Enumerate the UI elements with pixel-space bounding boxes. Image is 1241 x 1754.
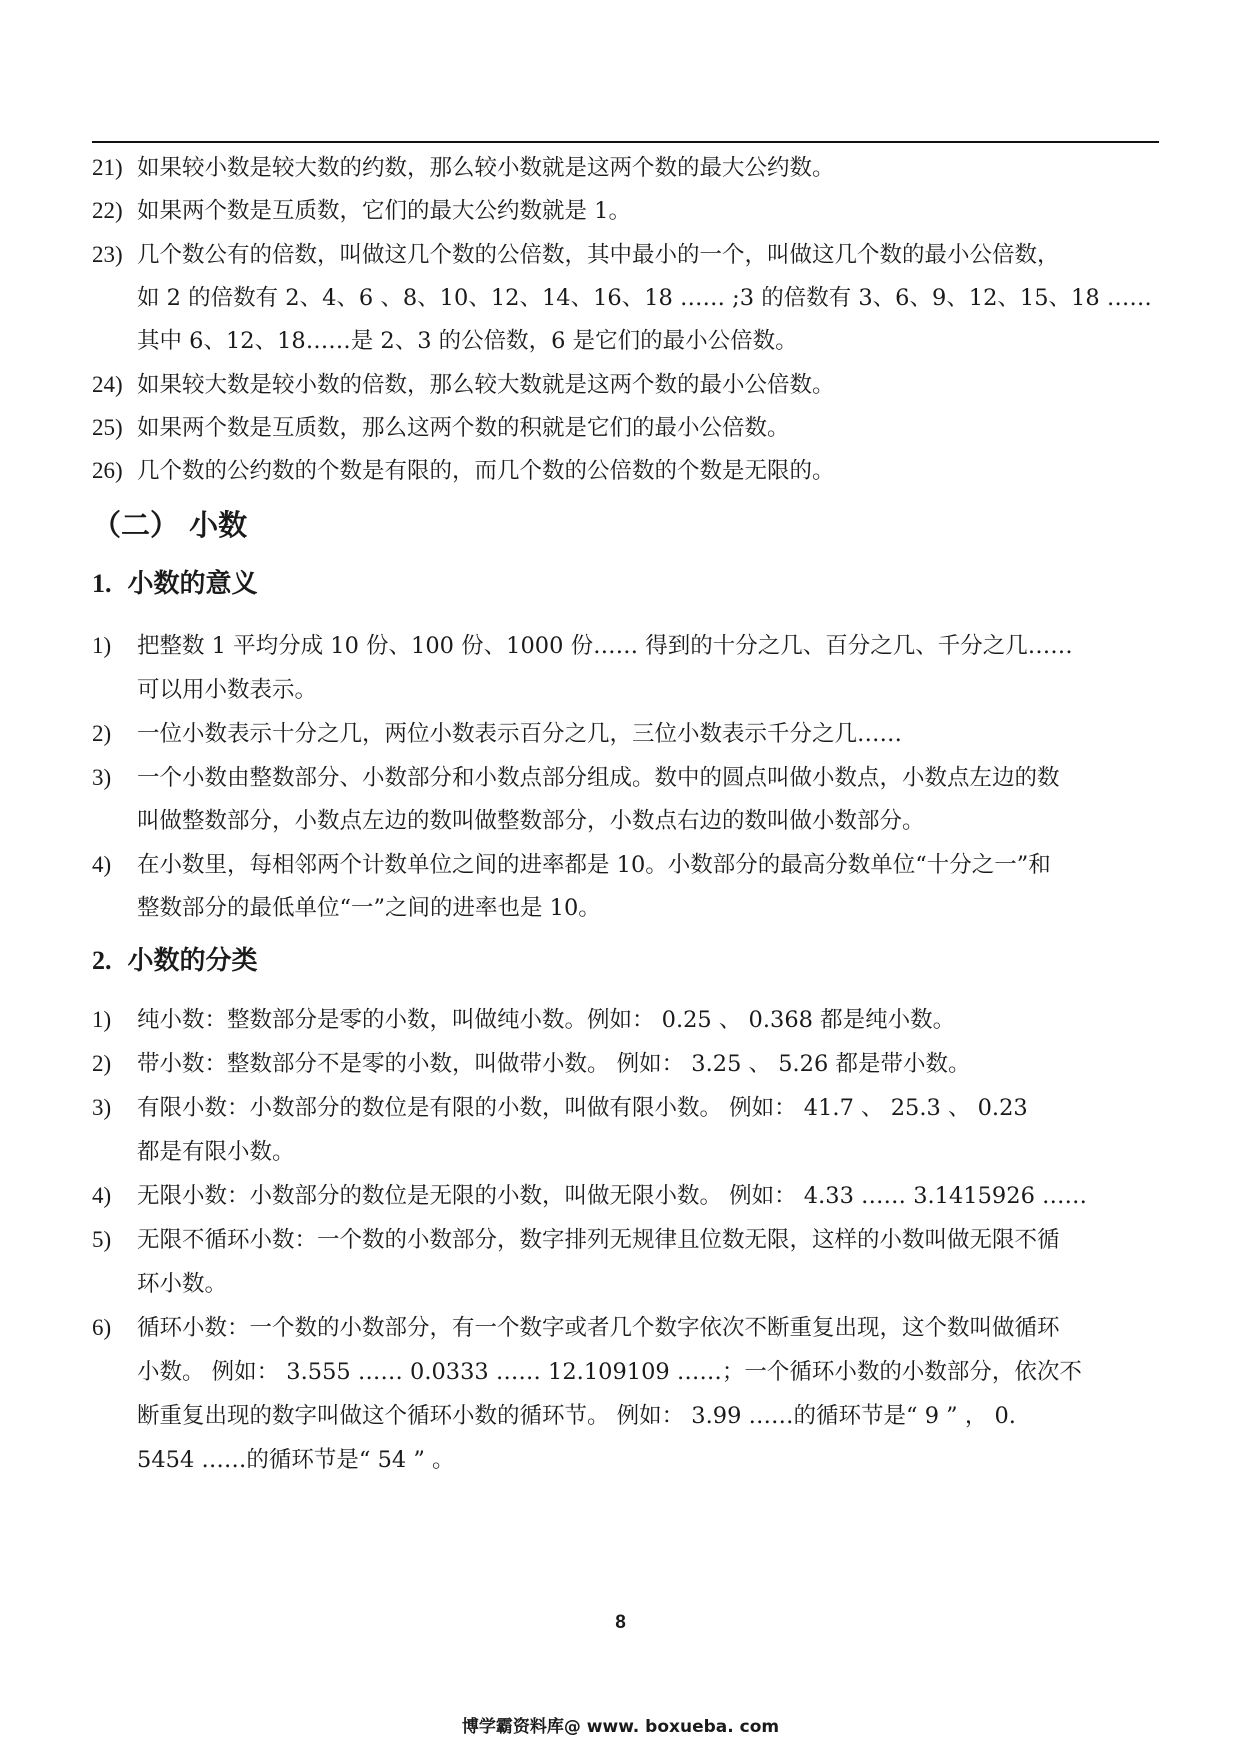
subsection-title-meaning: 1. 小数的意义	[92, 569, 258, 599]
list-item: 23) 几个数公有的倍数，叫做这几个数的公倍数，其中最小的一个，叫做这几个数的最小公倍数，	[92, 242, 1060, 268]
list-item: 2) 一位小数表示十分之几，两位小数表示百分之几，三位小数表示千分之几……	[92, 721, 903, 747]
list-item: 3) 有限小数：小数部分的数位是有限的小数，叫做有限小数。 例如： 41.7 、 25.3 、 0.23	[92, 1095, 1028, 1121]
list-item: 2) 带小数：整数部分不是零的小数，叫做带小数。 例如： 3.25 、 5.26 都是带小数。	[92, 1051, 971, 1077]
page-number: 8	[615, 1612, 626, 1633]
list-item-continuation: 断重复出现的数字叫做这个循环小数的循环节。 例如： 3.99 ……的循环节是“ 9 ” ， 0.	[137, 1403, 1016, 1429]
header-rule	[92, 141, 1159, 143]
list-item: 4) 无限小数：小数部分的数位是无限的小数，叫做无限小数。 例如： 4.33 …… 3.1415926 ……	[92, 1183, 1088, 1209]
list-item-continuation: 都是有限小数。	[137, 1139, 295, 1165]
list-item: 6) 循环小数：一个数的小数部分，有一个数字或者几个数字依次不断重复出现，这个数叫做循环	[92, 1315, 1060, 1341]
list-item: 3) 一个小数由整数部分、小数部分和小数点部分组成。数中的圆点叫做小数点，小数点左边的数	[92, 765, 1060, 791]
list-item: 24) 如果较大数是较小数的倍数，那么较大数就是这两个数的最小公倍数。	[92, 372, 835, 398]
list-item-continuation: 整数部分的最低单位“一”之间的进率也是 10。	[137, 895, 601, 921]
list-item-continuation: 叫做整数部分，小数点左边的数叫做整数部分，小数点右边的数叫做小数部分。	[137, 808, 925, 834]
list-item: 22) 如果两个数是互质数，它们的最大公约数就是 1。	[92, 198, 631, 224]
list-item-continuation: 可以用小数表示。	[137, 677, 318, 703]
list-item: 26) 几个数的公约数的个数是有限的，而几个数的公倍数的个数是无限的。	[92, 458, 835, 484]
list-item-continuation: 小数。 例如： 3.555 …… 0.0333 …… 12.109109 ……；一个循环小数的小数部分，依次不	[137, 1359, 1082, 1385]
list-item-continuation: 如 2 的倍数有 2、4、6 、8、10、12、14、16、18 …… ;3 的倍数有 3、6、9、12、15、18 ……	[137, 285, 1152, 311]
list-item: 5) 无限不循环小数：一个数的小数部分，数字排列无规律且位数无限，这样的小数叫做无限不循	[92, 1227, 1060, 1253]
list-item: 21) 如果较小数是较大数的约数，那么较小数就是这两个数的最大公约数。	[92, 155, 835, 181]
section-title: （二） 小数	[92, 508, 248, 542]
subsection-title-classification: 2. 小数的分类	[92, 946, 258, 976]
list-item: 4) 在小数里，每相邻两个计数单位之间的进率都是 10。小数部分的最高分数单位“十分之一”和	[92, 852, 1051, 878]
list-item-continuation: 环小数。	[137, 1271, 228, 1297]
list-item-continuation: 5454 ……的循环节是“ 54 ” 。	[137, 1447, 455, 1473]
list-item: 1) 纯小数：整数部分是零的小数，叫做纯小数。例如： 0.25 、 0.368 都是纯小数。	[92, 1007, 956, 1033]
list-item-continuation: 其中 6、12、18……是 2、3 的公倍数，6 是它们的最小公倍数。	[137, 328, 798, 354]
footer-watermark: 博学霸资料库@ www. boxueba. com	[461, 1717, 780, 1737]
list-item: 1) 把整数 1 平均分成 10 份、100 份、1000 份…… 得到的十分之几、百分之几、千分之几……	[92, 633, 1073, 659]
list-item: 25) 如果两个数是互质数，那么这两个数的积就是它们的最小公倍数。	[92, 415, 790, 441]
